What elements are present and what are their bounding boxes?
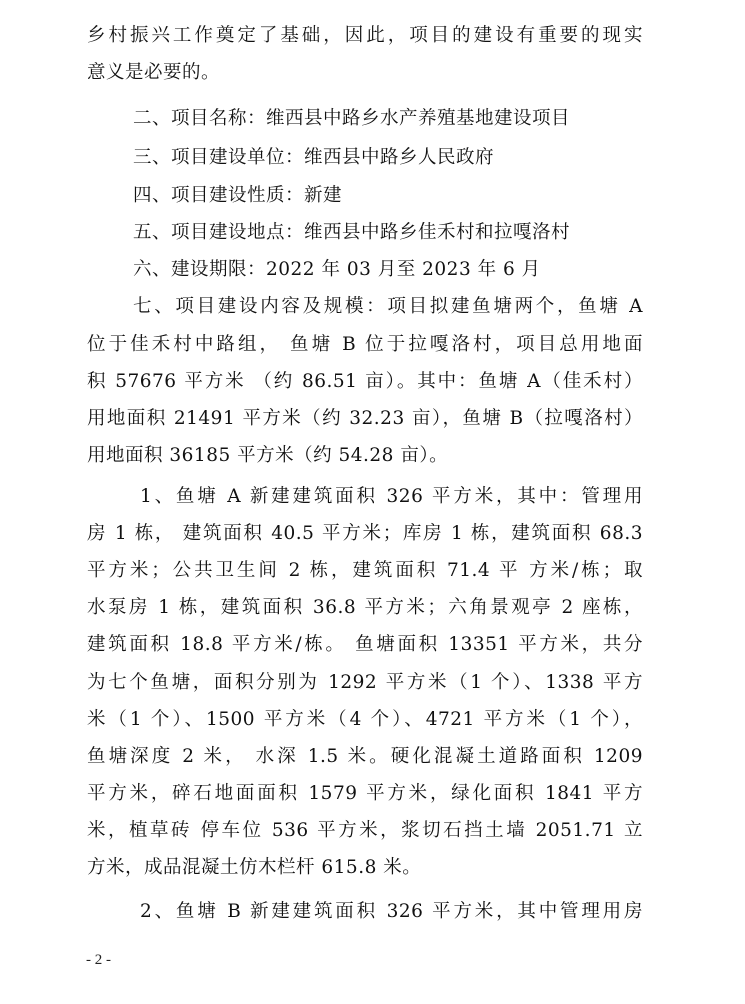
item-1-line-2: 房 1 栋， 建筑面积 40.5 平方米；库房 1 栋，建筑面积 68.3 <box>87 523 643 544</box>
section-2-project-name: 二、项目名称：维西县中路乡水产养殖基地建设项目 <box>133 108 571 129</box>
item-1-line-3: 平方米；公共卫生间 2 栋，建筑面积 71.4 平 方米/栋；取 <box>87 560 643 581</box>
item-2-line-1: 2、鱼塘 B 新建建筑面积 326 平方米，其中管理用房 <box>140 901 643 922</box>
item-1-line-4: 水泵房 1 栋，建筑面积 36.8 平方米；六角景观亭 2 座栋， <box>87 597 643 618</box>
section-6-construction-period: 六、建设期限：2022 年 03 月至 2023 年 6 月 <box>133 259 541 280</box>
section-7-content-line-2: 位于佳禾村中路组， 鱼塘 B 位于拉嘎洛村，项目总用地面 <box>87 334 643 355</box>
page-number: - 2 - <box>86 952 111 968</box>
item-1-line-8: 鱼塘深度 2 米， 水深 1.5 米。硬化混凝土道路面积 1209 <box>87 746 643 767</box>
section-7-content-line-3: 积 57676 平方米 （约 86.51 亩）。其中：鱼塘 A（佳禾村） <box>87 371 643 392</box>
item-1-line-5: 建筑面积 18.8 平方米/栋。 鱼塘面积 13351 平方米，共分 <box>87 634 643 655</box>
item-1-line-1: 1、鱼塘 A 新建建筑面积 326 平方米，其中：管理用 <box>140 486 643 507</box>
section-5-construction-location: 五、项目建设地点：维西县中路乡佳禾村和拉嘎洛村 <box>133 222 571 243</box>
item-1-line-7: 米（1 个）、1500 平方米（4 个）、4721 平方米（1 个）， <box>87 709 643 730</box>
text-line-1: 乡村振兴工作奠定了基础，因此，项目的建设有重要的现实 <box>87 25 643 46</box>
section-4-construction-nature: 四、项目建设性质：新建 <box>133 185 343 206</box>
section-7-content-line-1: 七、项目建设内容及规模：项目拟建鱼塘两个，鱼塘 A <box>133 296 643 317</box>
section-7-content-line-5: 用地面积 36185 平方米（约 54.28 亩）。 <box>87 445 449 466</box>
item-1-line-9: 平方米，碎石地面面积 1579 平方米，绿化面积 1841 平方 <box>87 783 643 804</box>
section-3-construction-unit: 三、项目建设单位：维西县中路乡人民政府 <box>133 147 495 168</box>
text-line-2: 意义是必要的。 <box>87 62 221 83</box>
item-1-line-6: 为七个鱼塘，面积分别为 1292 平方米（1 个）、1338 平方 <box>87 672 643 693</box>
item-1-line-10: 米，植草砖 停车位 536 平方米，浆切石挡土墙 2051.71 立 <box>87 820 643 841</box>
item-1-line-11: 方米，成品混凝土仿木栏杆 615.8 米。 <box>87 857 422 878</box>
section-7-content-line-4: 用地面积 21491 平方米（约 32.23 亩），鱼塘 B（拉嘎洛村） <box>87 408 643 429</box>
